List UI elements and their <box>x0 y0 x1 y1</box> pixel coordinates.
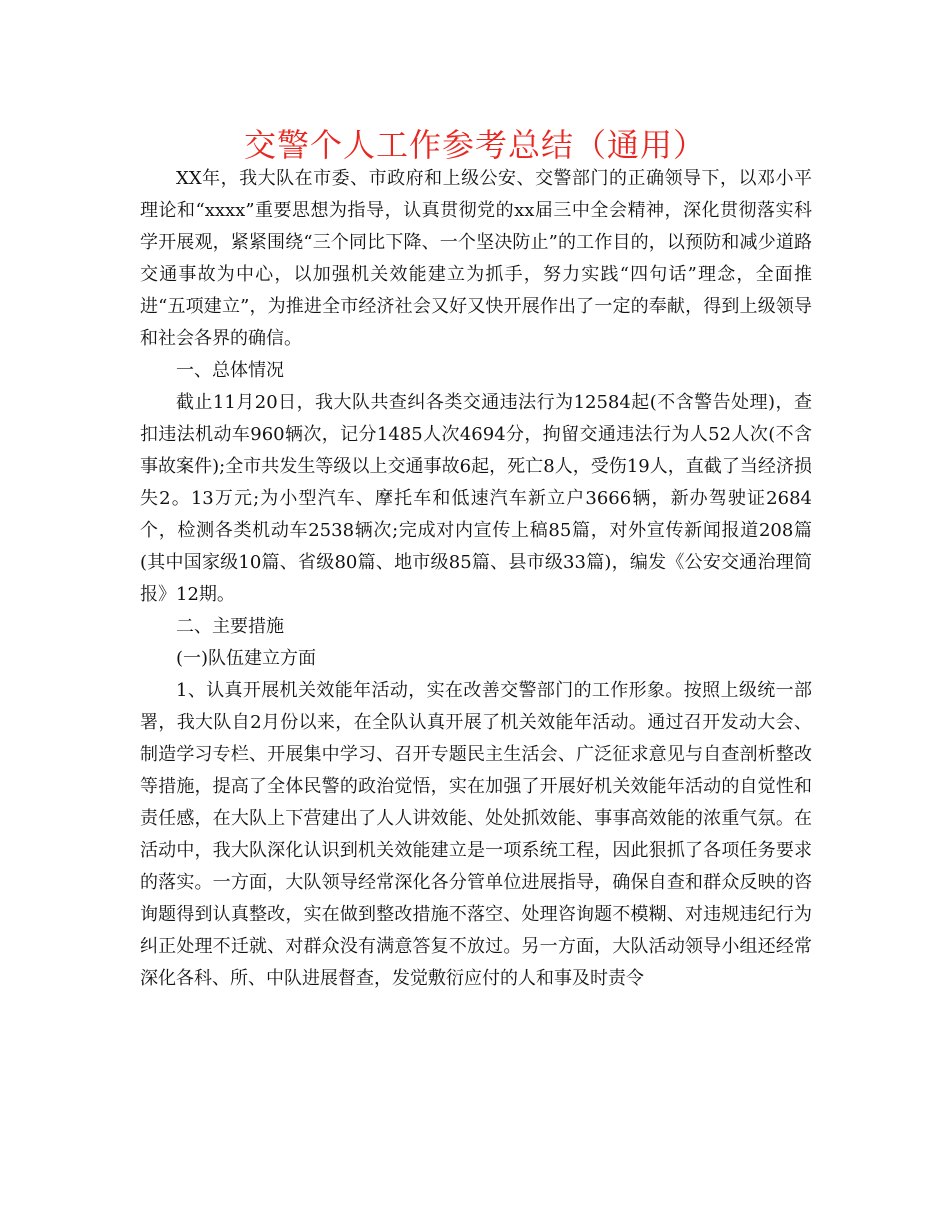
statistics-paragraph: 截止11月20日，我大队共查纠各类交通违法行为12584起(不含警告处理)，查扣违法机动车960辆次，记分1485人次4694分，拘留交通违法行为人52人次(不含事故案件);全市共发生等级以上交通事故6起，死亡8人，受伤19人，直截了当经济损失2。13万元;为小型汽车、摩托车和低速汽车新立户3666辆，新办驾驶证2684个，检测各类机动车2538辆次;完成对内宣传上稿85篇，对外宣传新闻报道208篇(其中国家级10篇、省级80篇、地市级85篇、县市级33篇)，编发《公安交通治理简报》12期。 <box>140 392 812 605</box>
subsection-heading-team: (一)队伍建立方面 <box>176 648 317 669</box>
document-title: 交警个人工作参考总结（通用） <box>243 126 706 164</box>
section-heading-overview: 一、总体情况 <box>176 360 284 381</box>
intro-paragraph: XX年，我大队在市委、市政府和上级公安、交警部门的正确领导下，以邓小平理论和“xxxx”重要思想为指导，认真贯彻党的xx届三中全会精神，深化贯彻落实科学开展观，紧紧围绕“三个同比下降、一个坚决防止”的工作目的，以预防和减少道路交通事故为中心，以加强机关效能建立为抓手，努力实践“四句话”理念，全面推进“五项建立”，为推进全市经济社会又好又快开展作出了一定的奉献，得到上级领导和社会各界的确信。 <box>140 168 812 349</box>
document-body <box>140 163 812 995</box>
efficiency-paragraph: 1、认真开展机关效能年活动，实在改善交警部门的工作形象。按照上级统一部署，我大队自2月份以来，在全队认真开展了机关效能年活动。通过召开发动大会、制造学习专栏、开展集中学习、召开专题民主生活会、广泛征求意见与自查剖析整改等措施，提高了全体民警的政治觉悟，实在加强了开展好机关效能年活动的自觉性和责任感，在大队上下营建出了人人讲效能、处处抓效能、事事高效能的浓重气氛。在活动中，我大队深化认识到机关效能建立是一项系统工程，因此狠抓了各项任务要求的落实。一方面，大队领导经常深化各分管单位进展指导，确保自查和群众反映的咨询题得到认真整改，实在做到整改措施不落空、处理咨询题不模糊、对违规违纪行为纠正处理不迁就、对群众没有满意答复不放过。另一方面，大队活动领导小组还经常深化各科、所、中队进展督查，发觉敷衍应付的人和事及时责令 <box>140 680 812 989</box>
section-heading-measures: 二、主要措施 <box>176 616 284 637</box>
